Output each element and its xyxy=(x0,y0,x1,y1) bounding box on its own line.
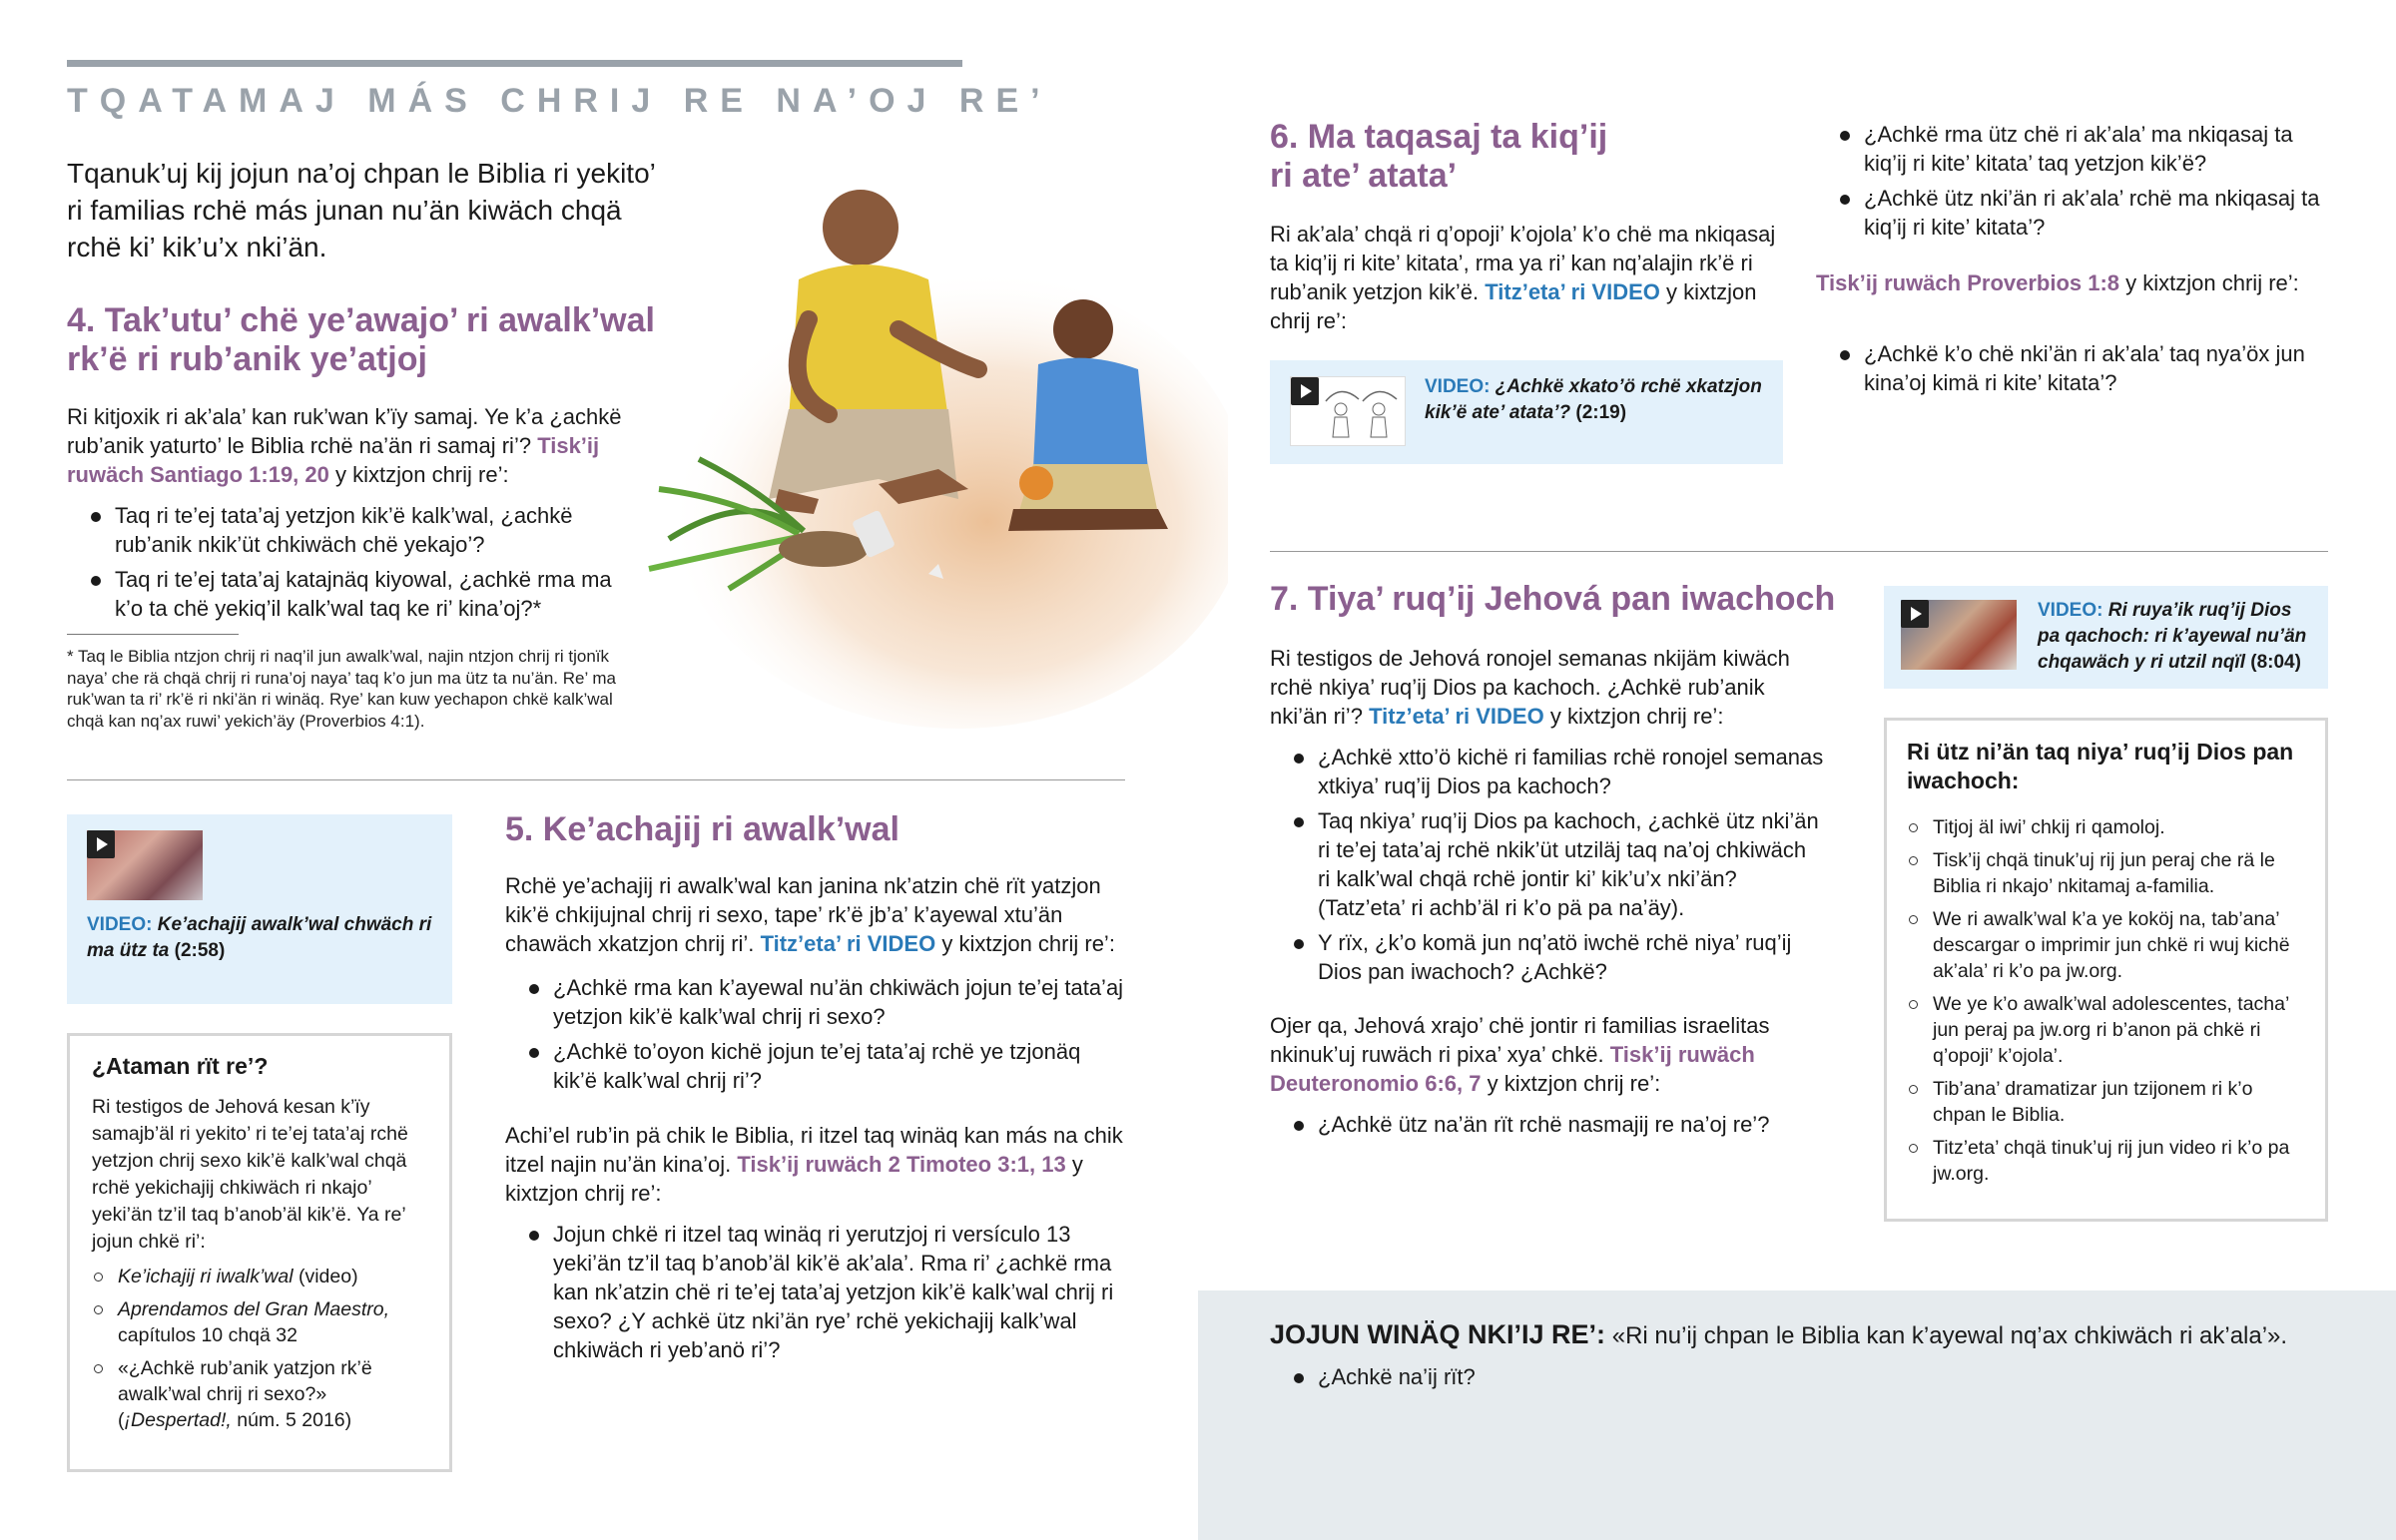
list-item: Y rïx, ¿k’o komä jun nq’atö iwchë rchë niya’ ruq’ij Dios pan iwachoch? ¿Achkë? xyxy=(1270,928,1824,986)
footnote: * Taq le Biblia ntzjon chrij ri naq’il jun awalk’wal, najin ntzjon chrij ri tjonïk naya’ che rä chqä chrij ri runa’oj naya’ taq k’o jun ma ütz ta nu’än. Re’ ma ruk’wan ta ri’ rk’ë ri nki’än ri winäq. Rye’ kan kuw yechapon chkë kalk’wal chqä kan nq’ax ruwi’ yekich’äy (Proverbios 4:1). xyxy=(67,647,616,731)
some-people-say-text: JOJUN WINÄQ NKI’IJ RE’: «Ri nu’ij chpan le Biblia kan k’ayewal nq’ax chkiwäch ri ak’ala’». xyxy=(1270,1319,2288,1349)
list-item[interactable]: «¿Achkë rub’anik yatzjon rk’ë awalk’wal chrij ri sexo?» (¡Despertad!, núm. 5 2016) xyxy=(92,1355,431,1433)
resource-list xyxy=(92,1264,431,1440)
scripture-link-timoteo[interactable]: Tisk’ij ruwäch 2 Timoteo 3:1, 13 xyxy=(737,1152,1066,1177)
video-thumbnail[interactable] xyxy=(1901,600,2017,670)
video-caption: VIDEO: Ke’achajij awalk’wal chwäch ri ma ütz ta (2:58) xyxy=(87,914,432,961)
scripture-link-deuteronomio[interactable]: Tisk’ij ruwäch Deuteronomio 6:6, 7 xyxy=(1270,1042,1755,1096)
top-rule xyxy=(67,60,962,67)
section-7-paragraph-2: Ojer qa, Jehová xrajo’ chë jontir ri familias israelitas nkinuk’uj ruwäch ri pixa’ xya’ chkë. Tisk’ij ruwäch Deuteronomio 6:6, 7 y kixtzjon chrij re’: xyxy=(1270,1013,1770,1096)
list-item: ¿Achkë rma kan k’ayewal nu’än chkiwäch jojun te’ej tata’aj yetzjon kik’ë kalk’wal chrij ri sexo? xyxy=(505,973,1124,1031)
list-item: ¿Achkë rma ütz chë ri ak’ala’ ma nkiqasaj ta kiq’ij ri kite’ kitata’ taq yetzjon kik’ë? xyxy=(1816,120,2335,178)
section-6-paragraph: Ri ak’ala’ chqä ri q’opoji’ k’ojola’ k’o chë ma nkiqasaj ta kiq’ij ri kite’ kitata’, rma ya ri’ kan nq’alajin rk’ë ri rub’anik yetzjon kik’ë. Titz’eta’ ri VIDEO y kixtzjon chrij re’: xyxy=(1270,222,1776,333)
family-worship-tips-box xyxy=(1884,718,2328,1222)
did-you-know-title: ¿Ataman rït re’? xyxy=(92,1053,269,1079)
play-icon[interactable] xyxy=(1901,600,1929,628)
section-4-paragraph: Ri kitjoxik ri ak’ala’ kan ruk’wan k’ïy samaj. Ye k’a ¿achkë rub’anik yaturto’ le Biblia rchë na’än ri samaj ri’? Tisk’ij ruwäch Santiago 1:19, 20 y kixtzjon chrij re’: xyxy=(67,404,622,487)
list-item: ¿Achkë to’oyon kichë jojun te’ej tata’aj rchë ye tzjonäq kik’ë kalk’wal chrij ri’? xyxy=(505,1037,1124,1095)
list-item: We ri awalk’wal k’a ye koköj na, tab’ana’ descargar o imprimir jun chkë ri wuj kichë ak’ala’ ri k’o pa jw.org. xyxy=(1907,906,2306,984)
list-item[interactable]: Ke’ichajij ri iwalk’wal (video) xyxy=(92,1264,431,1289)
section-5-paragraph-2: Achi’el rub’in pä chik le Biblia, ri itzel taq winäq kan más na chik itzel najin nu’än kina’oj. Tisk’ij ruwäch 2 Timoteo 3:1, 13 y kixtzjon chrij re’: xyxy=(505,1123,1123,1206)
section-7-questions-2 xyxy=(1270,1110,1824,1145)
video-card-respect-parents[interactable] xyxy=(1270,360,1783,464)
section-5-paragraph-1: Rchë ye’achajij ri awalk’wal kan janina nk’atzin chë rït yatzjon kik’ë chkijujnal chrij ri sexo, tape’ rk’ë jb’a’ k’ayewal xtu’än chawäch xkatzjon chrij ri’. Titz’eta’ ri VIDEO y kixtzjon chrij re’: xyxy=(505,873,1115,956)
video-link[interactable]: Titz’eta’ ri VIDEO xyxy=(1485,279,1660,304)
intro-paragraph: Tqanuk’uj kij jojun na’oj chpan le Biblia ri yekito’ ri familias rchë más junan nu’än kiwäch chqä rchë ki’ kik’u’x nki’än. xyxy=(67,158,655,262)
list-item: Taq nkiya’ ruq’ij Dios pa kachoch, ¿achkë ütz nki’än ri te’ej tata’aj rchë nkik’üt utziläj taq na’oj chkiwäch ri kalk’wal chqä rchë jontir ki’ kik’u’x nki’än? (Tatz’eta’ ri achb’äl ri k’o pä pa na’äy). xyxy=(1270,806,1824,922)
list-item: Titjoj äl iwi’ chkij ri qamoloj. xyxy=(1907,814,2306,840)
play-icon[interactable] xyxy=(87,830,115,858)
section-7-title: 7. Tiya’ ruq’ij Jehová pan iwachoch xyxy=(1270,580,1836,618)
section-4-title: 4. Tak’utu’ chë ye’awajo’ ri awalk’wal rk’ë ri rub’anik ye’atjoj xyxy=(67,301,655,378)
section-5-title: 5. Ke’achajij ri awalk’wal xyxy=(505,810,899,848)
did-you-know-box xyxy=(67,1033,452,1472)
section-4-questions xyxy=(67,501,626,629)
video-link[interactable]: Titz’eta’ ri VIDEO xyxy=(1369,704,1544,729)
section-title: TQATAMAJ MÁS CHRIJ RE NA’OJ RE’ xyxy=(67,82,1052,120)
tips-title: Ri ütz ni’än taq niya’ ruq’ij Dios pan iwachoch: xyxy=(1907,739,2294,793)
list-item[interactable]: Aprendamos del Gran Maestro, capítulos 10 chqä 32 xyxy=(92,1296,431,1348)
sketch-figures-icon xyxy=(1321,381,1401,441)
video-thumbnail[interactable] xyxy=(87,830,203,900)
list-item: ¿Achkë ütz nki’än ri ak’ala’ rchë ma nkiqasaj ta kiq’ij ri kite’ kitata’? xyxy=(1816,184,2335,242)
video-card-protect-children[interactable] xyxy=(67,814,452,1004)
list-item: ¿Achkë na’ij rït? xyxy=(1270,1362,2268,1391)
list-item: ¿Achkë xtto’ö kichë ri familias rchë ronojel semanas xtkiya’ ruq’ij Dios pa kachoch? xyxy=(1270,743,1824,800)
video-card-family-worship[interactable] xyxy=(1884,586,2328,689)
list-item: Titz’eta’ chqä tinuk’uj rij jun video ri k’o pa jw.org. xyxy=(1907,1135,2306,1187)
list-item: ¿Achkë k’o chë nki’än ri ak’ala’ taq nya’öx jun kina’oj kimä ri kite’ kitata’? xyxy=(1816,339,2335,397)
list-item: Taq ri te’ej tata’aj katajnäq kiyowal, ¿achkë rma ma k’o ta chë yekiq’il kalk’wal taq ke ri’ kina’oj?* xyxy=(67,565,626,623)
list-item: Jojun chkë ri itzel taq winäq ri yerutzjoj ri versículo 13 yeki’än tz’il taq b’anob’äl kik’ë ak’ala’. Rma ri’ ¿achkë rma kan nk’atzin chë ri te’ej tata’aj yetzjon kik’ë kalk’wal chrij ri sexo? ¿Y achkë ütz nki’än rye’ rchë yekichajij kalk’wal chkiwäch ri yeb’anö ri’? xyxy=(505,1220,1124,1364)
footnote-divider xyxy=(67,634,239,635)
section-5-questions-2 xyxy=(505,1220,1124,1370)
section-divider xyxy=(1270,551,2328,552)
section-6-questions-2 xyxy=(1816,339,2335,403)
section-7-questions-1 xyxy=(1270,743,1824,992)
video-link[interactable]: Titz’eta’ ri VIDEO xyxy=(760,931,936,956)
section-6-questions-1 xyxy=(1816,120,2335,248)
scripture-link-proverbios[interactable]: Tisk’ij ruwäch Proverbios 1:8 xyxy=(1816,270,2120,295)
tips-list xyxy=(1907,814,2306,1194)
list-item: Tisk’ij chqä tinuk’uj rij jun peraj che rä le Biblia ri nkajo’ nkitamaj a-familia. xyxy=(1907,847,2306,899)
section-7-paragraph-1: Ri testigos de Jehová ronojel semanas nkijäm kiwäch rchë nkiya’ ruq’ij Dios pa kachoch. ¿Achkë rub’anik nki’än ri’? Titz’eta’ ri VIDEO y kixtzjon chrij re’: xyxy=(1270,646,1790,729)
scripture-link-santiago[interactable]: Tisk’ij ruwäch Santiago 1:19, 20 xyxy=(67,433,600,487)
list-item: Tib’ana’ dramatizar jun tzijonem ri k’o chpan le Biblia. xyxy=(1907,1076,2306,1128)
list-item: We ye k’o awalk’wal adolescentes, tacha’ jun peraj pa jw.org ri b’anon pä chkë ri q’opoji’ k’ojola’. xyxy=(1907,991,2306,1069)
father-son-illustration xyxy=(639,170,1228,729)
video-caption: VIDEO: Ri ruya’ik ruq’ij Dios pa qachoch: ri k’ayewal nu’än chqawäch y ri utzil nqïl (8:04) xyxy=(2038,600,2307,673)
section-divider xyxy=(67,779,1125,780)
section-5-questions-1 xyxy=(505,973,1124,1101)
video-thumbnail[interactable] xyxy=(1290,376,1406,446)
summary-questions xyxy=(1270,1362,2268,1397)
some-people-say-panel xyxy=(1198,1290,2396,1540)
section-6-paragraph-2: Tisk’ij ruwäch Proverbios 1:8 y kixtzjon chrij re’: xyxy=(1816,270,2299,295)
section-6-title: 6. Ma taqasaj ta kiq’ij ri ate’ atata’ xyxy=(1270,118,1608,195)
list-item: ¿Achkë ütz na’än rït rchë nasmajij re na’oj re’? xyxy=(1270,1110,1824,1139)
video-caption: VIDEO: ¿Achkë xkato’ö rchë xkatzjon kik’ë ate’ atata’? (2:19) xyxy=(1425,376,1762,423)
list-item: Taq ri te’ej tata’aj yetzjon kik’ë kalk’wal, ¿achkë rub’anik nkik’üt chkiwäch chë yekajo’? xyxy=(67,501,626,559)
did-you-know-text: Ri testigos de Jehová kesan k’ïy samajb’äl ri yekito’ ri te’ej tata’aj rchë yetzjon chrij sexo kik’ë kalk’wal chqä rchë yekichajij chkiwäch ri nkajo’ yeki’än tz’il taq b’anob’äl kik’ë. Ya re’ jojun chkë ri’: xyxy=(92,1096,408,1253)
play-icon[interactable] xyxy=(1291,377,1319,405)
